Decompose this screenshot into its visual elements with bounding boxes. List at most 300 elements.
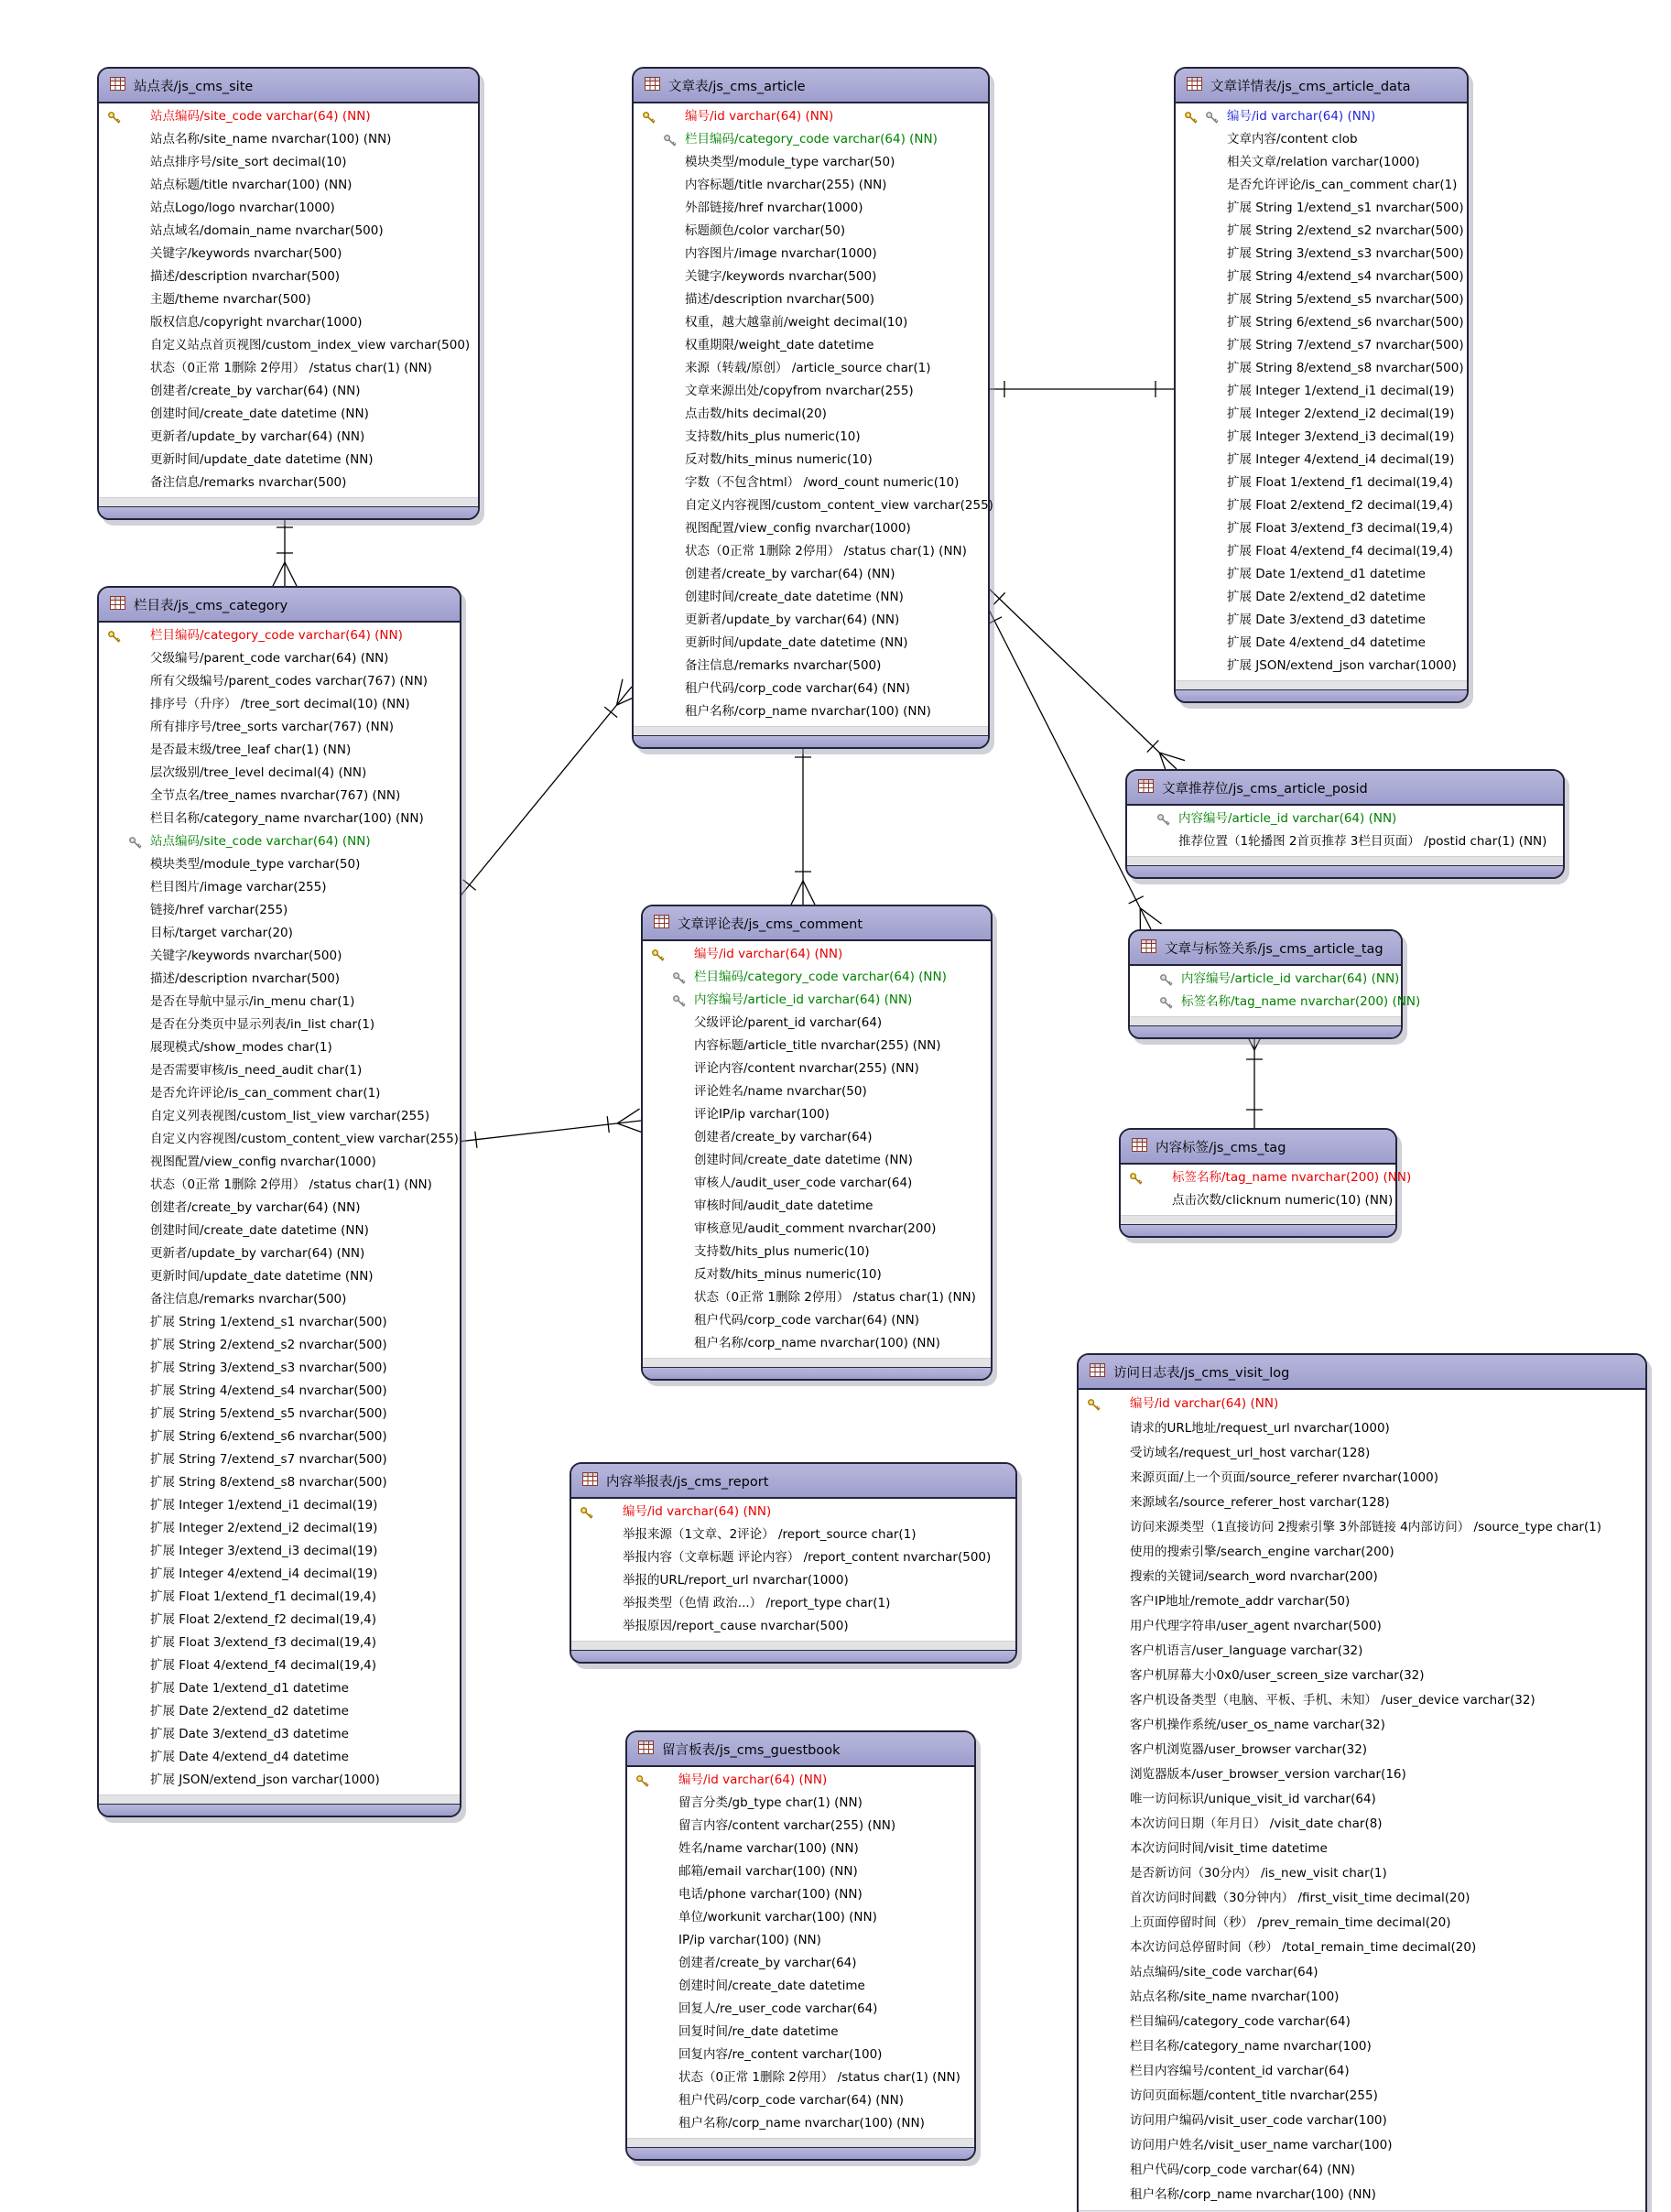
field-label: 姓名/name varchar(100) (NN) (678, 1841, 859, 1856)
field-row[interactable] (627, 1883, 974, 1906)
field-row[interactable] (634, 288, 988, 311)
field-label: 使用的搜索引擎/search_engine varchar(200) (1130, 1545, 1394, 1559)
field-row[interactable] (1079, 1688, 1645, 1713)
field-row[interactable] (99, 1014, 460, 1036)
field-row[interactable] (634, 586, 988, 609)
field-row[interactable] (1127, 830, 1563, 853)
field-row[interactable] (1176, 655, 1467, 678)
field-row[interactable] (571, 1546, 1015, 1569)
field-row[interactable] (1121, 1189, 1395, 1212)
foreign-key-icon (1159, 971, 1174, 986)
field-label: 编号/id varchar(64) (NN) (678, 1773, 828, 1787)
table-title: 内容举报表/js_cms_report (606, 1474, 769, 1490)
relationship-js_cms_category-js_cms_article-tick (604, 707, 617, 717)
field-row[interactable] (99, 357, 478, 380)
field-row[interactable] (99, 1242, 460, 1265)
field-label: 扩展 Integer 1/extend_i1 decimal(19) (1227, 384, 1455, 398)
field-row[interactable] (643, 1332, 991, 1355)
field-row[interactable] (634, 220, 988, 243)
field-row[interactable] (99, 785, 460, 808)
field-row[interactable] (571, 1523, 1015, 1546)
field-row[interactable] (99, 1288, 460, 1311)
entity-table-js_cms_article_posid[interactable] (1125, 769, 1565, 879)
field-label: 相关文章/relation varchar(1000) (1227, 155, 1420, 169)
field-row[interactable] (643, 1035, 991, 1057)
table-title: 栏目表/js_cms_category (134, 598, 288, 613)
field-label: 上页面停留时间（秒） /prev_remain_time decimal(20) (1130, 1915, 1451, 1930)
field-label: 支持数/hits_plus numeric(10) (685, 429, 861, 444)
field-label: 主题/theme nvarchar(500) (150, 292, 311, 307)
field-row[interactable] (99, 197, 478, 220)
field-label: 扩展 Float 4/extend_f4 decimal(19,4) (1227, 544, 1454, 558)
foreign-key-icon (1205, 109, 1220, 124)
table-title: 文章评论表/js_cms_comment (678, 916, 863, 932)
field-row[interactable] (1079, 1886, 1645, 1911)
table-header[interactable] (643, 906, 991, 941)
field-label: 标签名称/tag_name nvarchar(200) (NN) (1181, 994, 1421, 1009)
table-header[interactable] (1130, 931, 1401, 966)
field-row[interactable] (634, 334, 988, 357)
field-row[interactable] (99, 945, 460, 968)
field-row[interactable] (99, 1174, 460, 1197)
table-footer-strip (571, 1641, 1015, 1650)
field-row[interactable] (643, 1126, 991, 1149)
field-label: 创建者/create_by varchar(64) (694, 1130, 873, 1144)
field-row[interactable] (1176, 311, 1467, 334)
entity-table-js_cms_tag[interactable] (1119, 1128, 1412, 1238)
field-row[interactable] (99, 472, 478, 494)
field-row[interactable] (634, 700, 988, 723)
field-label: 反对数/hits_minus numeric(10) (685, 452, 873, 467)
field-row[interactable] (1127, 808, 1563, 830)
field-row[interactable] (643, 1263, 991, 1286)
field-row[interactable] (1176, 426, 1467, 449)
table-footer-band (1176, 689, 1467, 701)
field-row[interactable] (1176, 586, 1467, 609)
field-row[interactable] (1079, 1491, 1645, 1515)
field-row[interactable] (99, 1357, 460, 1380)
field-row[interactable] (643, 1057, 991, 1080)
field-row[interactable] (627, 1815, 974, 1838)
table-footer-strip (1176, 680, 1467, 689)
table-header[interactable] (1127, 771, 1563, 806)
field-label: 客户机屏幕大小0x0/user_screen_size varchar(32) (1130, 1668, 1425, 1683)
field-label: 层次级别/tree_level decimal(4) (NN) (150, 765, 367, 780)
field-row[interactable] (1176, 380, 1467, 403)
field-label: 本次访问总停留时间（秒） /total_remain_time decimal(20) (1130, 1940, 1477, 1955)
field-row[interactable] (99, 174, 478, 197)
entity-table-js_cms_comment[interactable] (641, 905, 993, 1381)
field-row[interactable] (634, 357, 988, 380)
field-row[interactable] (99, 1220, 460, 1242)
field-row[interactable] (1079, 2084, 1645, 2109)
field-row[interactable] (99, 243, 478, 266)
field-row[interactable] (634, 403, 988, 426)
field-row[interactable] (627, 1975, 974, 1998)
table-header[interactable] (1121, 1130, 1395, 1165)
entity-table-js_cms_category[interactable] (97, 586, 461, 1817)
field-row[interactable] (627, 2021, 974, 2044)
field-row[interactable] (634, 472, 988, 494)
field-row[interactable] (99, 1586, 460, 1609)
field-row[interactable] (1176, 540, 1467, 563)
field-row[interactable] (99, 899, 460, 922)
field-row[interactable] (1079, 2158, 1645, 2183)
field-row[interactable] (634, 380, 988, 403)
field-label: 访问来源类型（1直接访问 2搜索引擎 3外部链接 4内部访问） /source_type char(1) (1130, 1520, 1602, 1534)
field-row[interactable] (99, 739, 460, 762)
field-label: 是否允许评论/is_can_comment char(1) (150, 1086, 381, 1101)
field-row[interactable] (99, 1128, 460, 1151)
field-row[interactable] (634, 151, 988, 174)
field-row[interactable] (1079, 1713, 1645, 1738)
field-row[interactable] (634, 678, 988, 700)
table-header[interactable] (571, 1464, 1015, 1499)
field-label: 是否需要审核/is_need_audit char(1) (150, 1063, 363, 1078)
field-row[interactable] (634, 311, 988, 334)
field-row[interactable] (571, 1569, 1015, 1592)
field-row[interactable] (99, 288, 478, 311)
field-row[interactable] (634, 655, 988, 678)
table-header[interactable] (1079, 1355, 1645, 1390)
field-row[interactable] (99, 1403, 460, 1426)
entity-table-js_cms_report[interactable] (570, 1462, 1017, 1664)
relationship-js_cms_category-js_cms_comment-crowfoot (617, 1123, 642, 1133)
field-label: 更新者/update_by varchar(64) (NN) (150, 429, 365, 444)
foreign-key-icon (663, 132, 678, 146)
field-row[interactable] (643, 1012, 991, 1035)
field-row[interactable] (634, 494, 993, 517)
field-row[interactable] (1079, 1515, 1645, 1540)
field-label: 电话/phone varchar(100) (NN) (678, 1887, 863, 1902)
field-row[interactable] (99, 1632, 460, 1654)
field-row[interactable] (99, 1265, 460, 1288)
field-row[interactable] (1176, 288, 1467, 311)
table-title: 内容标签/js_cms_tag (1156, 1140, 1286, 1155)
field-row[interactable] (99, 830, 460, 853)
field-row[interactable] (99, 1036, 460, 1059)
field-label: 扩展 String 1/extend_s1 nvarchar(500) (1227, 201, 1464, 215)
field-row[interactable] (1176, 609, 1467, 632)
field-row[interactable] (643, 1172, 991, 1195)
field-row[interactable] (99, 380, 478, 403)
entity-table-js_cms_article[interactable] (632, 67, 993, 749)
field-row[interactable] (1176, 449, 1467, 472)
field-row[interactable] (99, 1380, 460, 1403)
field-row[interactable] (1079, 1837, 1645, 1861)
field-row[interactable] (1176, 494, 1467, 517)
field-row[interactable] (99, 1448, 460, 1471)
field-label: 举报来源（1文章、2评论） /report_source char(1) (623, 1527, 917, 1542)
field-row[interactable] (99, 968, 460, 991)
field-label: 扩展 JSON/extend_json varchar(1000) (1227, 658, 1457, 673)
table-header[interactable] (99, 588, 460, 623)
field-row[interactable] (99, 853, 460, 876)
foreign-key-icon (128, 834, 143, 849)
entity-table-js_cms_article_tag[interactable] (1128, 929, 1421, 1039)
field-row[interactable] (99, 1769, 460, 1792)
field-row[interactable] (1079, 1787, 1645, 1812)
field-row[interactable] (643, 1218, 991, 1241)
field-row[interactable] (1079, 2133, 1645, 2158)
field-label: 备注信息/remarks nvarchar(500) (685, 658, 882, 673)
field-row[interactable] (1079, 1762, 1645, 1787)
field-label: 文章来源出处/copyfrom nvarchar(255) (685, 384, 914, 398)
field-label: 租户名称/corp_name nvarchar(100) (NN) (685, 704, 931, 719)
field-row[interactable] (1176, 563, 1467, 586)
field-row[interactable] (99, 1723, 460, 1746)
field-row[interactable] (99, 1197, 460, 1220)
field-label: 关键字/keywords nvarchar(500) (150, 246, 342, 261)
field-row[interactable] (1079, 2183, 1645, 2207)
field-row[interactable] (1079, 1441, 1645, 1466)
field-row[interactable] (99, 1082, 460, 1105)
table-footer-band (1130, 1025, 1401, 1037)
field-row[interactable] (99, 1746, 460, 1769)
field-label: 展现模式/show_modes char(1) (150, 1040, 332, 1055)
field-label: 访问用户编码/visit_user_code varchar(100) (1130, 2113, 1387, 2128)
field-row[interactable] (643, 1149, 991, 1172)
field-row[interactable] (634, 426, 988, 449)
field-label: 扩展 Float 1/extend_f1 decimal(19,4) (1227, 475, 1454, 490)
entity-table-js_cms_site[interactable] (97, 67, 480, 520)
field-row[interactable] (627, 2112, 974, 2135)
field-row[interactable] (1130, 991, 1421, 1014)
entity-table-js_cms_visit_log[interactable] (1077, 1353, 1647, 2212)
field-row[interactable] (634, 609, 988, 632)
field-label: 扩展 Integer 2/extend_i2 decimal(19) (1227, 407, 1455, 421)
field-row[interactable] (634, 540, 988, 563)
field-row[interactable] (1079, 1392, 1645, 1416)
field-row[interactable] (627, 2066, 974, 2089)
field-row[interactable] (1176, 243, 1467, 266)
field-label: 栏目图片/image varchar(255) (150, 880, 327, 895)
field-row[interactable] (627, 1769, 974, 1792)
field-row[interactable] (634, 128, 988, 151)
field-label: 是否最末级/tree_leaf char(1) (NN) (150, 743, 352, 757)
field-row[interactable] (1176, 266, 1467, 288)
field-row[interactable] (634, 197, 988, 220)
field-row[interactable] (99, 105, 478, 128)
field-row[interactable] (1130, 968, 1401, 991)
field-row[interactable] (99, 311, 478, 334)
table-fields (571, 1499, 1015, 1641)
field-row[interactable] (627, 2044, 974, 2066)
field-row[interactable] (99, 1654, 460, 1677)
field-row[interactable] (1176, 357, 1467, 380)
field-label: 站点编码/site_code varchar(64) (1130, 1965, 1318, 1979)
field-row[interactable] (627, 1838, 974, 1860)
field-row[interactable] (99, 991, 460, 1014)
field-row[interactable] (643, 1103, 991, 1126)
field-row[interactable] (1079, 1861, 1645, 1886)
field-row[interactable] (99, 1426, 460, 1448)
field-row[interactable] (627, 1929, 974, 1952)
field-label: 回复人/re_user_code varchar(64) (678, 2001, 878, 2016)
field-row[interactable] (634, 563, 988, 586)
field-row[interactable] (1176, 632, 1467, 655)
field-row[interactable] (99, 403, 478, 426)
field-row[interactable] (99, 647, 460, 670)
field-row[interactable] (627, 1860, 974, 1883)
field-row[interactable] (1079, 1589, 1645, 1614)
field-row[interactable] (99, 1540, 460, 1563)
field-row[interactable] (1079, 1936, 1645, 1960)
relationship-js_cms_article-js_cms_article_tag (986, 604, 1151, 929)
field-label: 备注信息/remarks nvarchar(500) (150, 1292, 347, 1307)
table-fields (634, 103, 993, 726)
field-row[interactable] (1176, 197, 1467, 220)
field-row[interactable] (1079, 2109, 1645, 2133)
field-row[interactable] (627, 1906, 974, 1929)
field-row[interactable] (643, 943, 991, 966)
field-row[interactable] (1176, 472, 1467, 494)
field-row[interactable] (99, 1517, 460, 1540)
field-label: 排序号（升序） /tree_sort decimal(10) (NN) (150, 697, 410, 711)
field-row[interactable] (99, 1151, 460, 1174)
field-row[interactable] (99, 922, 460, 945)
relationship-js_cms_article-js_cms_comment-crowfoot (803, 881, 815, 905)
field-row[interactable] (1176, 403, 1467, 426)
field-row[interactable] (1079, 1664, 1645, 1688)
field-row[interactable] (1176, 105, 1467, 128)
field-row[interactable] (643, 989, 991, 1012)
field-label: 编号/id varchar(64) (NN) (1130, 1396, 1279, 1411)
field-row[interactable] (627, 1952, 974, 1975)
field-row[interactable] (634, 517, 988, 540)
field-row[interactable] (643, 1195, 991, 1218)
field-label: 栏目名称/category_name nvarchar(100) (NN) (150, 811, 424, 826)
field-row[interactable] (99, 670, 460, 693)
field-label: 内容编号/article_id varchar(64) (NN) (1181, 971, 1400, 986)
relationship-js_cms_category-js_cms_comment (458, 1121, 641, 1142)
field-label: 受访域名/request_url_host varchar(128) (1130, 1446, 1371, 1460)
field-row[interactable] (99, 624, 460, 647)
field-row[interactable] (643, 1286, 991, 1309)
field-row[interactable] (99, 1563, 460, 1586)
foreign-key-icon (672, 970, 687, 984)
field-row[interactable] (99, 1609, 460, 1632)
field-row[interactable] (1079, 1565, 1645, 1589)
table-header[interactable] (1176, 69, 1467, 103)
field-row[interactable] (99, 1105, 460, 1128)
field-row[interactable] (627, 1792, 974, 1815)
field-row[interactable] (99, 1059, 460, 1082)
field-row[interactable] (99, 151, 478, 174)
field-row[interactable] (634, 632, 988, 655)
field-row[interactable] (1176, 334, 1467, 357)
field-label: 状态（0正常 1删除 2停用） /status char(1) (NN) (694, 1290, 976, 1305)
field-label: 创建时间/create_date datetime (NN) (685, 590, 904, 604)
field-row[interactable] (634, 266, 988, 288)
field-label: 反对数/hits_minus numeric(10) (694, 1267, 882, 1282)
table-title: 文章与标签关系/js_cms_article_tag (1165, 941, 1383, 957)
field-row[interactable] (99, 762, 460, 785)
field-row[interactable] (99, 220, 478, 243)
field-row[interactable] (1079, 2059, 1645, 2084)
table-header[interactable] (627, 1732, 974, 1767)
field-row[interactable] (1176, 174, 1467, 197)
field-row[interactable] (643, 1309, 991, 1332)
field-row[interactable] (99, 808, 460, 830)
table-footer-band (1121, 1224, 1395, 1236)
field-row[interactable] (1079, 1639, 1645, 1664)
field-row[interactable] (1176, 128, 1467, 151)
table-fields (1130, 966, 1421, 1016)
field-row[interactable] (1079, 2034, 1645, 2059)
field-row[interactable] (634, 449, 988, 472)
field-row[interactable] (634, 105, 988, 128)
entity-table-js_cms_article_data[interactable] (1174, 67, 1469, 703)
field-row[interactable] (99, 426, 478, 449)
field-row[interactable] (99, 1311, 460, 1334)
field-row[interactable] (99, 1494, 460, 1517)
field-label: 描述/description nvarchar(500) (150, 971, 341, 986)
primary-key-icon (580, 1504, 594, 1519)
field-label: 创建时间/create_date datetime (NN) (150, 407, 369, 421)
field-row[interactable] (571, 1501, 1015, 1523)
field-row[interactable] (1176, 151, 1467, 174)
field-row[interactable] (99, 334, 478, 357)
field-row[interactable] (1079, 1614, 1645, 1639)
field-row[interactable] (1079, 2010, 1645, 2034)
field-row[interactable] (571, 1592, 1015, 1615)
field-label: 自定义列表视图/custom_list_view varchar(255) (150, 1109, 430, 1123)
field-row[interactable] (1176, 220, 1467, 243)
field-row[interactable] (643, 1080, 991, 1103)
field-row[interactable] (1079, 1540, 1645, 1565)
field-label: 编号/id varchar(64) (NN) (685, 109, 834, 124)
entity-table-js_cms_guestbook[interactable] (625, 1730, 976, 2161)
field-row[interactable] (1121, 1166, 1412, 1189)
field-label: 备注信息/remarks nvarchar(500) (150, 475, 347, 490)
field-row[interactable] (571, 1615, 1015, 1638)
field-row[interactable] (1079, 1416, 1645, 1441)
table-header[interactable] (634, 69, 988, 103)
field-row[interactable] (99, 1677, 460, 1700)
field-row[interactable] (643, 966, 991, 989)
field-row[interactable] (1079, 1812, 1645, 1837)
field-row[interactable] (1176, 517, 1467, 540)
field-row[interactable] (627, 1998, 974, 2021)
field-row[interactable] (1079, 1466, 1645, 1491)
field-row[interactable] (627, 2089, 974, 2112)
field-label: 内容图片/image nvarchar(1000) (685, 246, 877, 261)
field-label: 评论姓名/name nvarchar(50) (694, 1084, 867, 1099)
field-row[interactable] (643, 1241, 991, 1263)
field-row[interactable] (99, 449, 478, 472)
field-row[interactable] (99, 266, 478, 288)
field-row[interactable] (1079, 1738, 1645, 1762)
table-icon (1132, 1138, 1147, 1155)
field-row[interactable] (99, 128, 478, 151)
field-row[interactable] (1079, 1911, 1645, 1936)
field-row[interactable] (1079, 1985, 1645, 2010)
field-row[interactable] (99, 693, 460, 716)
field-row[interactable] (99, 1334, 460, 1357)
field-label: 父级评论/parent_id varchar(64) (694, 1015, 883, 1030)
field-label: 状态（0正常 1删除 2停用） /status char(1) (NN) (685, 544, 967, 558)
field-label: 权重期限/weight_date datetime (685, 338, 874, 352)
field-row[interactable] (99, 876, 460, 899)
field-row[interactable] (634, 174, 988, 197)
table-header[interactable] (99, 69, 478, 103)
field-row[interactable] (1079, 1960, 1645, 1985)
field-row[interactable] (99, 1700, 460, 1723)
field-row[interactable] (99, 1471, 460, 1494)
field-row[interactable] (634, 243, 988, 266)
field-row[interactable] (99, 716, 460, 739)
